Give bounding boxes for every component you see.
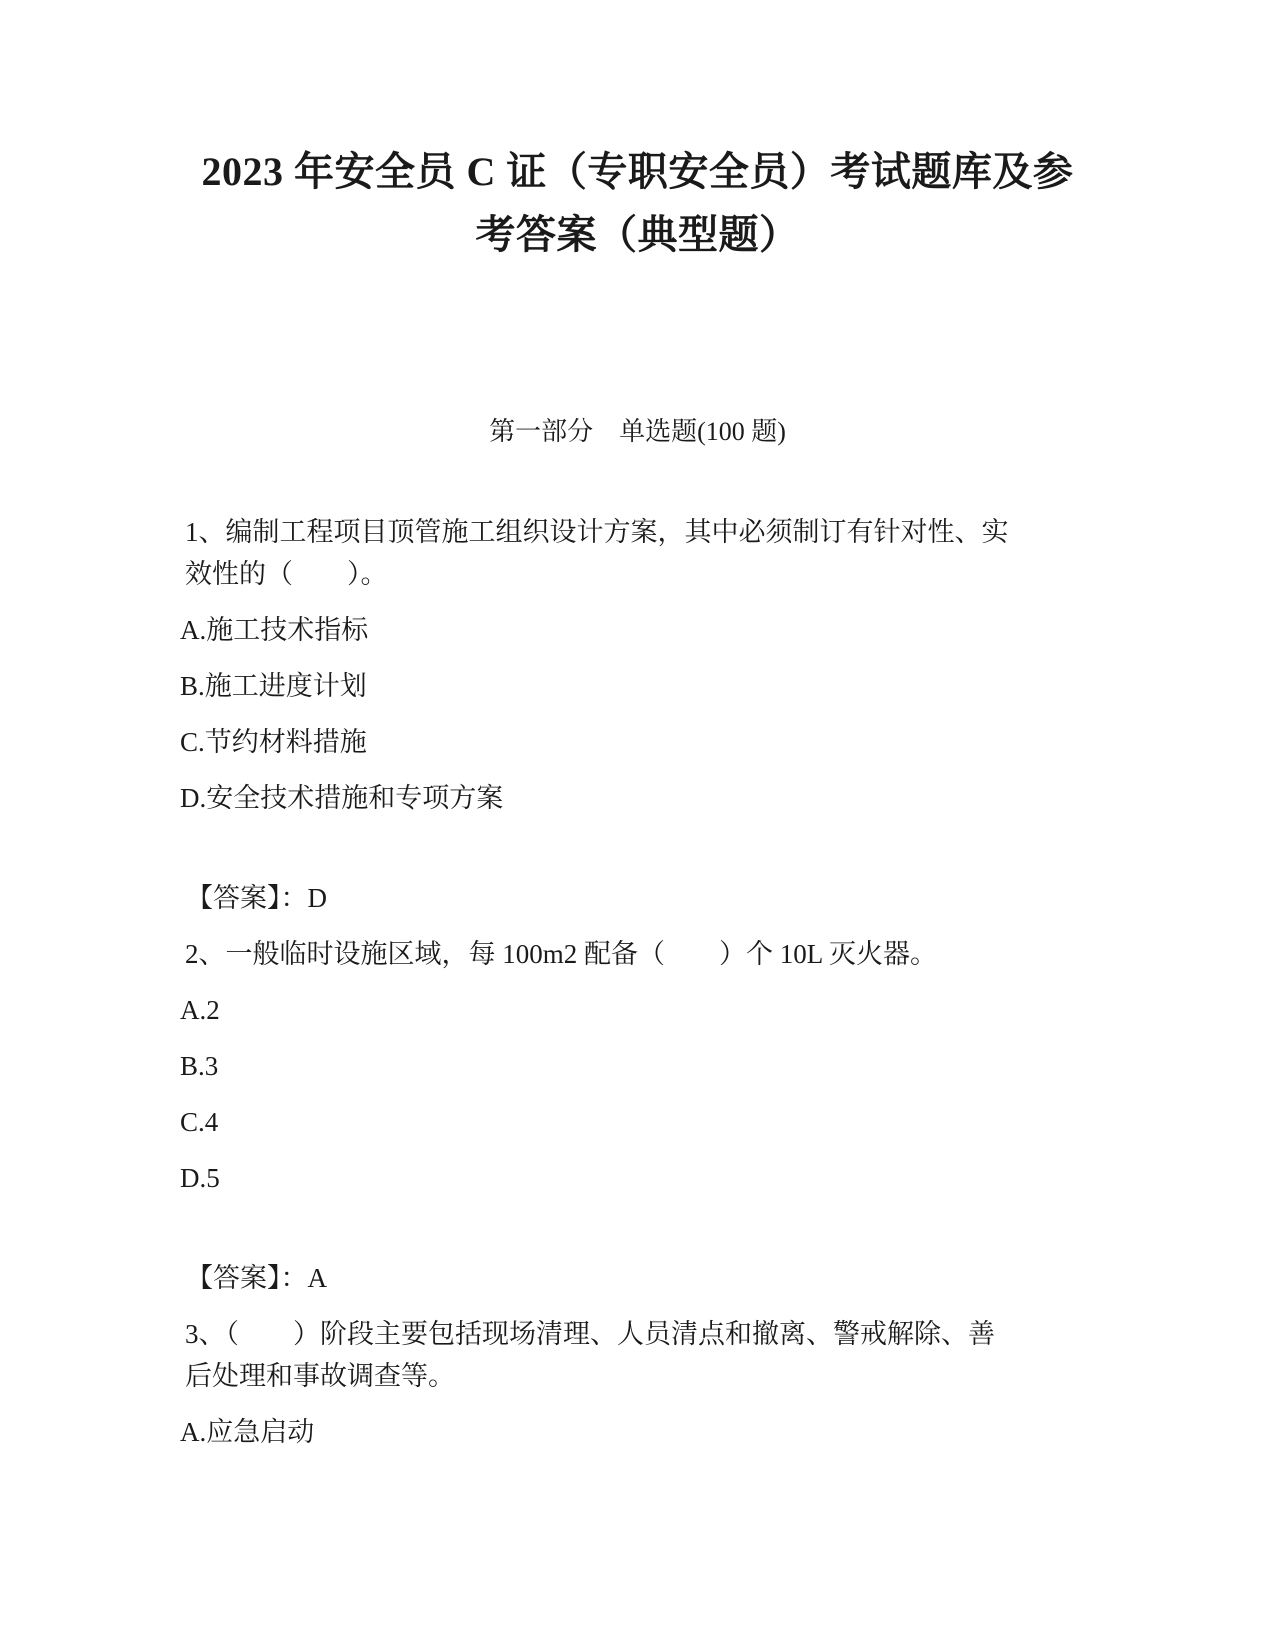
question-1-line-1: 1、编制工程项目顶管施工组织设计方案，其中必须制订有针对性、实	[185, 517, 1009, 547]
title-line-2: 考答案（典型题）	[475, 212, 800, 257]
question-2-option-d: D.5	[180, 1163, 220, 1193]
question-1-option-d: D.安全技术措施和专项方案	[180, 783, 504, 813]
question-3	[180, 1313, 1100, 1397]
question-2-option-b: B.3	[180, 1051, 219, 1081]
question-3-line-2: 后处理和事故调查等。	[185, 1361, 455, 1391]
question-2-answer: 【答案】：A	[186, 1263, 327, 1293]
question-1-answer: 【答案】：D	[186, 883, 327, 913]
question-1-option-a: A.施工技术指标	[180, 615, 369, 645]
question-2	[180, 933, 1100, 975]
question-list	[180, 451, 1100, 1460]
question-1-line-2: 效性的（ ）。	[185, 559, 388, 589]
question-1-option-b: B.施工进度计划	[180, 671, 367, 701]
question-2-option-c: C.4	[180, 1107, 219, 1137]
question-1	[180, 511, 1100, 595]
title-line-1: 2023 年安全员 C 证（专职安全员）考试题库及参	[201, 149, 1074, 194]
question-2-option-a: A.2	[180, 995, 220, 1025]
question-1-option-c: C.节约材料措施	[180, 727, 367, 757]
section-heading: 第一部分 单选题(100 题)	[489, 417, 786, 446]
question-3-line-1: 3、（ ）阶段主要包括现场清理、人员清点和撤离、警戒解除、善	[185, 1319, 995, 1349]
document-title	[0, 140, 1275, 266]
question-3-option-a: A.应急启动	[180, 1417, 315, 1447]
question-2-line-1: 2、一般临时设施区域，每 100m2 配备（ ）个 10L 灭火器。	[185, 939, 937, 969]
